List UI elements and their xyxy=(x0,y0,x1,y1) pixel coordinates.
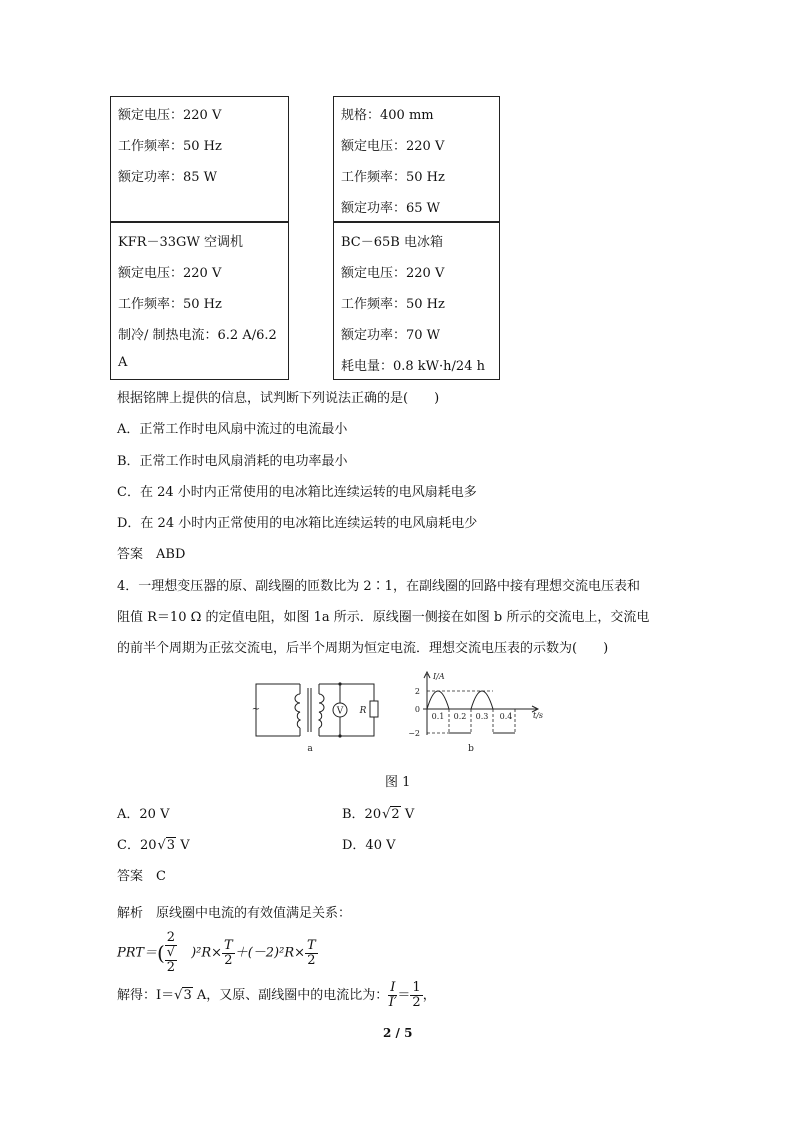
resistor-label: R xyxy=(359,706,367,716)
q4-option-d: D．40 V xyxy=(342,838,396,853)
nameplate-refrigerator xyxy=(333,221,500,380)
page-number: 2 / 5 xyxy=(383,1026,413,1040)
graph-x-tick-0.4: 0.4 xyxy=(499,712,513,721)
ac-voltage: 额定电压：220 V xyxy=(118,266,222,281)
analysis-solution: 解得：I＝√3 A，又原、副线圈中的电流比为： $\frac{I}{I'}$ ＝ $\frac{1}{2}$ ， xyxy=(117,980,436,1010)
ac-frequency: 工作频率：50 Hz xyxy=(118,297,222,312)
figure-1a-circuit xyxy=(246,676,386,754)
q4-option-b: B．20√2 V xyxy=(342,807,415,822)
fridge-voltage: 额定电压：220 V xyxy=(341,266,445,281)
fan-power: 额定功率：85 W xyxy=(118,170,218,185)
ac-current: 制冷/ 制热电流：6.2 A/6.2 xyxy=(118,328,277,343)
q3-answer: 答案 ABD xyxy=(117,547,186,562)
ac-model: KFR－33GW 空调机 xyxy=(118,235,243,250)
graph-x-tick-0.2: 0.2 xyxy=(453,712,467,721)
figure-label-b: b xyxy=(468,744,474,754)
ac-source-symbol: ~ xyxy=(251,704,261,715)
q4-answer: 答案 C xyxy=(117,869,166,884)
q4-stem-line1: 4．一理想变压器的原、副线圈的匝数比为 2∶1，在副线圈的回路中接有理想交流电压表和 xyxy=(117,579,640,594)
voltmeter-symbol: V xyxy=(336,706,344,717)
fridge-consumption: 耗电量：0.8 kW·h/24 h xyxy=(341,359,485,374)
analysis-intro: 解析 原线圈中电流的有效值满足关系： xyxy=(117,906,352,921)
fan-voltage: 额定电压：220 V xyxy=(118,108,222,123)
figure-caption: 图 1 xyxy=(385,775,411,790)
spec-voltage: 额定电压：220 V xyxy=(341,139,445,154)
q4-option-a: A．20 V xyxy=(117,807,170,822)
ac-current-unit: A xyxy=(118,355,128,370)
graph-x-tick-0.3: 0.3 xyxy=(475,712,489,721)
figure-1b-graph xyxy=(405,668,545,754)
fridge-model: BC－65B 电冰箱 xyxy=(341,235,443,250)
graph-y-tick-2: 2 xyxy=(414,687,420,696)
q3-option-b: B．正常工作时电风扇消耗的电功率最小 xyxy=(117,454,348,469)
q3-option-a: A．正常工作时电风扇中流过的电流最小 xyxy=(117,422,348,437)
graph-x-axis-label: t/s xyxy=(533,711,544,720)
nameplate-fan xyxy=(110,96,289,223)
fan-frequency: 工作频率：50 Hz xyxy=(118,139,222,154)
nameplate-spec xyxy=(333,96,500,223)
q3-stem: 根据铭牌上提供的信息，试判断下列说法正确的是( ) xyxy=(117,391,440,406)
fridge-frequency: 工作频率：50 Hz xyxy=(341,297,445,312)
q4-stem-line3: 的前半个周期为正弦交流电，后半个周期为恒定电流．理想交流电压表的示数为( ) xyxy=(117,641,609,656)
graph-x-tick-0.1: 0.1 xyxy=(431,712,445,721)
graph-y-axis-label: I/A xyxy=(433,672,445,681)
analysis-equation: PRT＝( 2 √ 2 )²R× $\frac{T}{2}$ ＋(－2)²R× $\frac{T}{2}$ xyxy=(117,930,316,975)
spec-size: 规格：400 mm xyxy=(341,108,434,123)
graph-y-tick-0: 0 xyxy=(414,705,420,714)
q3-option-d: D．在 24 小时内正常使用的电冰箱比连续运转的电风扇耗电少 xyxy=(117,516,478,531)
q4-option-c: C．20√3 V xyxy=(117,838,190,853)
q3-option-c: C．在 24 小时内正常使用的电冰箱比连续运转的电风扇耗电多 xyxy=(117,485,477,500)
spec-frequency: 工作频率：50 Hz xyxy=(341,170,445,185)
spec-power: 额定功率：65 W xyxy=(341,201,441,216)
q4-stem-line2: 阻值 R＝10 Ω 的定值电阻，如图 1a 所示．原线圈一侧接在如图 b 所示的交流电上，交流电 xyxy=(117,610,650,625)
figure-label-a: a xyxy=(307,744,313,754)
nameplate-air-conditioner xyxy=(110,221,289,380)
fridge-power: 额定功率：70 W xyxy=(341,328,441,343)
graph-y-tick-neg2: −2 xyxy=(408,729,420,738)
